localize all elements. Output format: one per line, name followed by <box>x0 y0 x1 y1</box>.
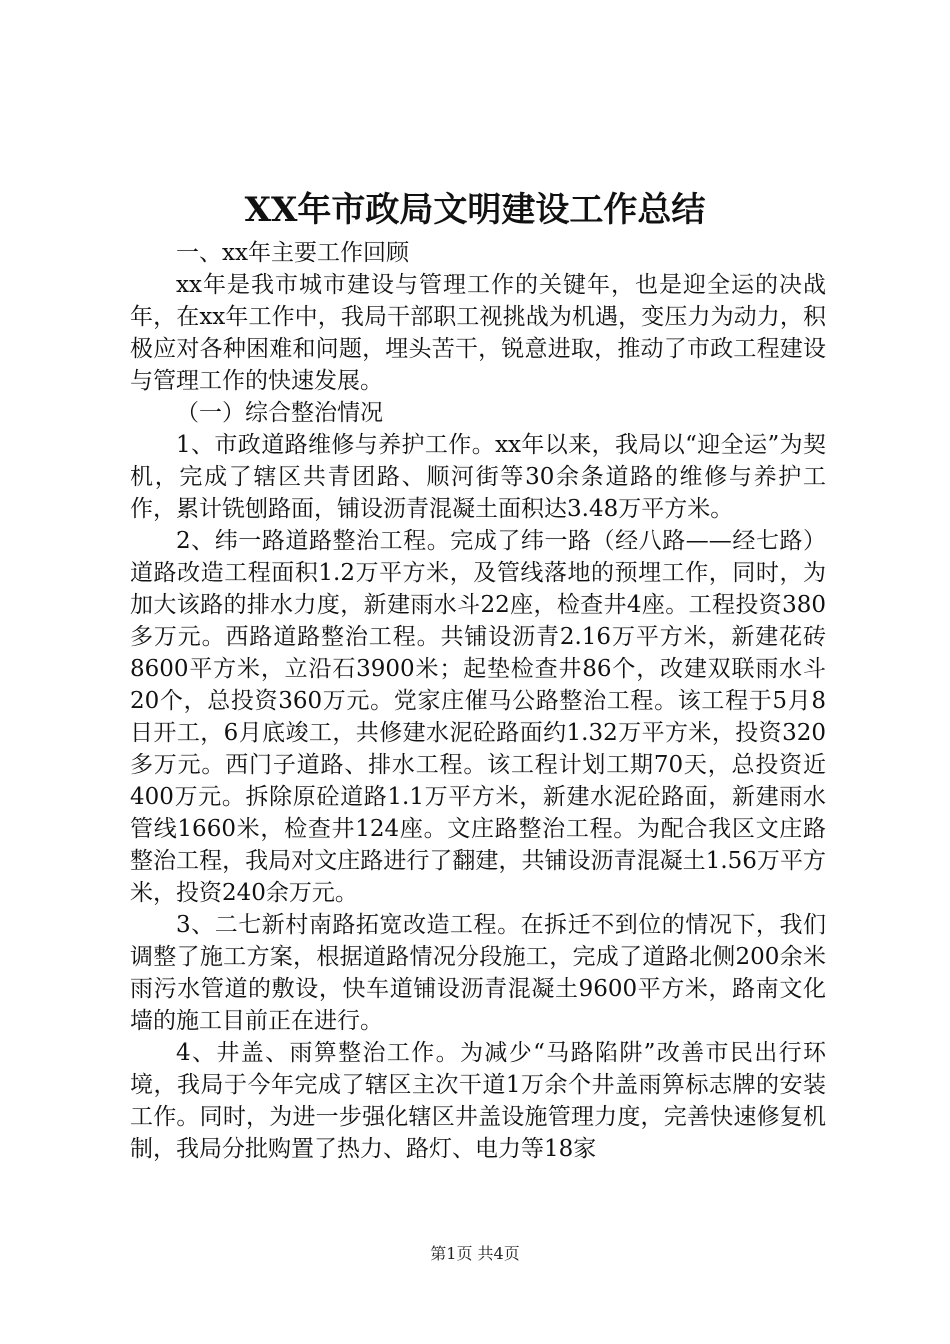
page-number-footer: 第1页 共4页 <box>430 1244 520 1263</box>
subsection-heading: （一）综合整治情况 <box>176 400 383 426</box>
document-body <box>130 237 826 1165</box>
document-title: XX年市政局文明建设工作总结 <box>244 190 706 230</box>
body-paragraph: 2、纬一路道路整治工程。完成了纬一路（经八路——经七路）道路改造工程面积1.2万平方米，及管线落地的预埋工作，同时，为加大该路的排水力度，新建雨水斗22座，检查井4座。工程投资380多万元。西路道路整治工程。共铺设沥青2.16万平方米，新建花砖8600平方米，立沿石3900米；起垫检查井86个，改建双联雨水斗20个，总投资360万元。党家庄催马公路整治工程。该工程于5月8日开工，6月底竣工，共修建水泥砼路面约1.32万平方米，投资320多万元。西门子道路、排水工程。该工程计划工期70天，总投资近400万元。拆除原砼道路1.1万平方米，新建水泥砼路面，新建雨水管线1660米，检查井124座。文庄路整治工程。为配合我区文庄路整治工程，我局对文庄路进行了翻建，共铺设沥青混凝土1.56万平方米，投资240余万元。 <box>130 528 826 906</box>
body-paragraph: xx年是我市城市建设与管理工作的关键年，也是迎全运的决战年，在xx年工作中，我局干部职工视挑战为机遇，变压力为动力，积极应对各种困难和问题，埋头苦干，锐意进取，推动了市政工程建设与管理工作的快速发展。 <box>130 272 826 394</box>
section-heading: 一、xx年主要工作回顾 <box>176 240 409 266</box>
body-paragraph: 1、市政道路维修与养护工作。xx年以来，我局以“迎全运”为契机，完成了辖区共青团路、顺河街等30余条道路的维修与养护工作，累计铣刨路面，铺设沥青混凝土面积达3.48万平方米。 <box>130 432 826 522</box>
body-paragraph: 4、井盖、雨箅整治工作。为减少“马路陷阱”改善市民出行环境，我局于今年完成了辖区主次干道1万余个井盖雨箅标志牌的安装工作。同时，为进一步强化辖区井盖设施管理力度，完善快速修复机制，我局分批购置了热力、路灯、电力等18家 <box>130 1040 826 1162</box>
body-paragraph: 3、二七新村南路拓宽改造工程。在拆迁不到位的情况下，我们调整了施工方案，根据道路情况分段施工，完成了道路北侧200余米雨污水管道的敷设，快车道铺设沥青混凝土9600平方米，路南文化墙的施工目前正在进行。 <box>130 912 826 1034</box>
